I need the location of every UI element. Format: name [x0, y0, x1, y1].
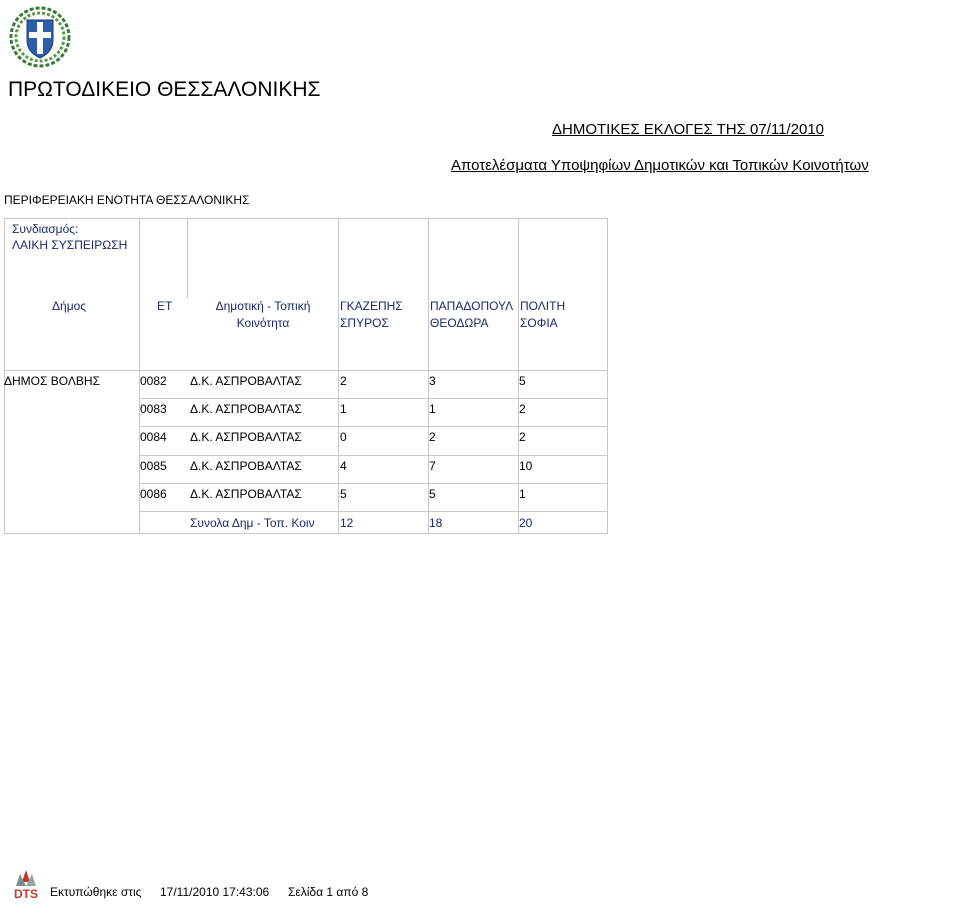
elections-title: ΔΗΜΟΤΙΚΕΣ ΕΚΛΟΓΕΣ ΤΗΣ 07/11/2010 — [552, 121, 825, 138]
row-koinotita: Δ.Κ. ΑΣΠΡΟΒΑΛΤΑΣ — [190, 402, 302, 416]
region-label: ΠΕΡΙΦΕΡΕΙΑΚΗ ΕΝΟΤΗΤΑ ΘΕΣΣΑΛΟΝΙΚΗΣ — [4, 193, 250, 207]
row-candidate-1: 1 — [340, 402, 347, 416]
row-et: 0082 — [140, 374, 167, 388]
col-header-et: ΕΤ — [157, 299, 173, 313]
greek-emblem-icon — [8, 4, 72, 68]
totals-candidate-3: 20 — [519, 516, 533, 530]
row-koinotita: Δ.Κ. ΑΣΠΡΟΒΑΛΤΑΣ — [190, 487, 302, 501]
row-candidate-2: 7 — [429, 459, 436, 473]
row-candidate-2: 5 — [429, 487, 436, 501]
row-candidate-2: 1 — [429, 402, 436, 416]
row-et: 0085 — [140, 459, 167, 473]
printed-label: Εκτυπώθηκε στις — [50, 885, 142, 899]
totals-candidate-2: 18 — [429, 516, 443, 530]
row-candidate-3: 10 — [519, 459, 533, 473]
row-candidate-1: 0 — [340, 430, 347, 444]
col-header-candidate-1: ΓΚΑΖΕΠΗΣ ΣΠΥΡΟΣ — [340, 299, 403, 330]
row-candidate-2: 2 — [429, 430, 436, 444]
row-koinotita: Δ.Κ. ΑΣΠΡΟΒΑΛΤΑΣ — [190, 430, 302, 444]
row-et: 0086 — [140, 487, 167, 501]
totals-label: Συνολα Δημ - Τοπ. Κοιν — [190, 516, 315, 530]
row-candidate-1: 5 — [340, 487, 347, 501]
row-candidate-3: 2 — [519, 430, 526, 444]
row-koinotita: Δ.Κ. ΑΣΠΡΟΒΑΛΤΑΣ — [190, 374, 302, 388]
page-indicator: Σελίδα 1 από 8 — [288, 885, 369, 899]
dts-logo-icon — [6, 868, 46, 902]
row-candidate-1: 4 — [340, 459, 347, 473]
results-title: Αποτελέσματα Υποψηφίων Δημοτικών και Τοπικών Κοινοτήτων — [451, 157, 869, 174]
row-candidate-3: 2 — [519, 402, 526, 416]
row-candidate-2: 3 — [429, 374, 436, 388]
court-title: ΠΡΩΤΟΔΙΚΕΙΟ ΘΕΣΣΑΛΟΝΙΚΗΣ — [8, 78, 321, 101]
col-header-koinotita: Δημοτική - Τοπική Κοινότητα — [215, 299, 311, 330]
row-dimos: ΔΗΜΟΣ ΒΟΛΒΗΣ — [4, 374, 100, 388]
row-candidate-1: 2 — [340, 374, 347, 388]
combination-value: ΛΑΙΚΗ ΣΥΣΠΕΙΡΩΣΗ — [12, 238, 128, 252]
col-header-dimos: Δήμος — [52, 299, 87, 313]
combination-label: Συνδιασμός: — [12, 222, 79, 236]
row-candidate-3: 5 — [519, 374, 526, 388]
row-et: 0084 — [140, 430, 167, 444]
printed-datetime: 17/11/2010 17:43:06 — [160, 885, 270, 899]
totals-candidate-1: 12 — [340, 516, 354, 530]
col-header-candidate-3: ΠΟΛΙΤΗ ΣΟΦΙΑ — [520, 299, 566, 330]
row-koinotita: Δ.Κ. ΑΣΠΡΟΒΑΛΤΑΣ — [190, 459, 302, 473]
row-et: 0083 — [140, 402, 167, 416]
col-header-candidate-2: ΠΑΠΑΔΟΠΟΥΛ ΘΕΟΔΩΡΑ — [430, 299, 514, 330]
svg-text:DTS: DTS — [14, 887, 38, 901]
row-candidate-3: 1 — [519, 487, 526, 501]
